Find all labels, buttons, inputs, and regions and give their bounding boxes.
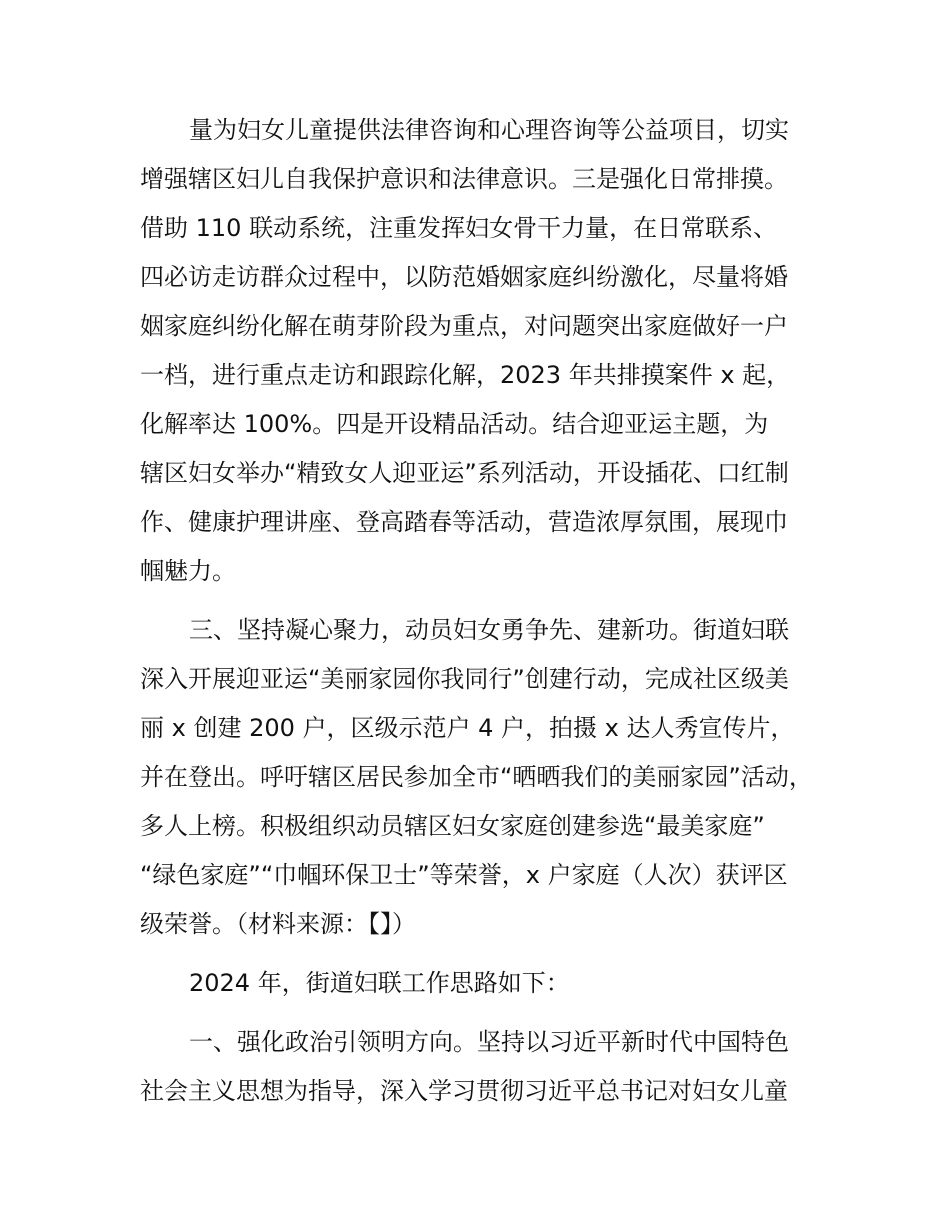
text-line: 量为妇女儿童提供法律咨询和心理咨询等公益项目，切实 bbox=[189, 116, 789, 144]
text-line: 社会主义思想为指导，深入学习贯彻习近平总书记对妇女儿童 bbox=[140, 1077, 788, 1105]
text-line: 辖区妇女举办“精致女人迎亚运”系列活动，开设插花、口红制 bbox=[140, 459, 789, 487]
text-line: 一档，进行重点走访和跟踪化解，2023 年共排摸案件 x 起， bbox=[140, 361, 791, 389]
text-line: 姻家庭纠纷化解在萌芽阶段为重点，对问题突出家庭做好一户 bbox=[140, 312, 788, 340]
text-line: 丽 x 创建 200 户，区级示范户 4 户，拍摄 x 达人秀宣传片， bbox=[140, 714, 795, 742]
text-line: 一、强化政治引领明方向。坚持以习近平新时代中国特色 bbox=[189, 1028, 789, 1056]
text-line: 三、坚持凝心聚力，动员妇女勇争先、建新功。街道妇联 bbox=[189, 616, 789, 644]
text-line: 多人上榜。积极组织动员辖区妇女家庭创建参选“最美家庭” bbox=[140, 812, 765, 840]
text-line: 帼魅力。 bbox=[140, 557, 236, 585]
paragraph-2024-plan-intro bbox=[140, 959, 830, 1008]
paragraph-section-one-2024 bbox=[140, 1018, 830, 1116]
text-line: 深入开展迎亚运“美丽家园你我同行”创建行动，完成社区级美 bbox=[140, 665, 789, 693]
text-line: 四必访走访群众过程中，以防范婚姻家庭纠纷激化，尽量将婚 bbox=[140, 263, 788, 291]
text-line: 级荣誉。（材料来源：【】） bbox=[140, 910, 416, 938]
text-line: 2024 年，街道妇联工作思路如下： bbox=[189, 969, 570, 997]
text-line: 借助 110 联动系统，注重发挥妇女骨干力量，在日常联系、 bbox=[140, 214, 778, 242]
text-line: 并在登出。呼吁辖区居民参加全市“晒晒我们的美丽家园”活动， bbox=[140, 763, 813, 791]
paragraph-section-three bbox=[140, 606, 830, 949]
paragraph-women-children-services bbox=[140, 106, 830, 596]
text-line: 化解率达 100%。四是开设精品活动。结合迎亚运主题，为 bbox=[140, 410, 769, 438]
text-line: “绿色家庭”“巾帼环保卫士”等荣誉，x 户家庭（人次）获评区 bbox=[140, 861, 788, 889]
document-page bbox=[140, 106, 830, 1126]
text-line: 增强辖区妇儿自我保护意识和法律意识。三是强化日常排摸。 bbox=[140, 165, 788, 193]
text-line: 作、健康护理讲座、登高踏春等活动，营造浓厚氛围，展现巾 bbox=[140, 508, 788, 536]
